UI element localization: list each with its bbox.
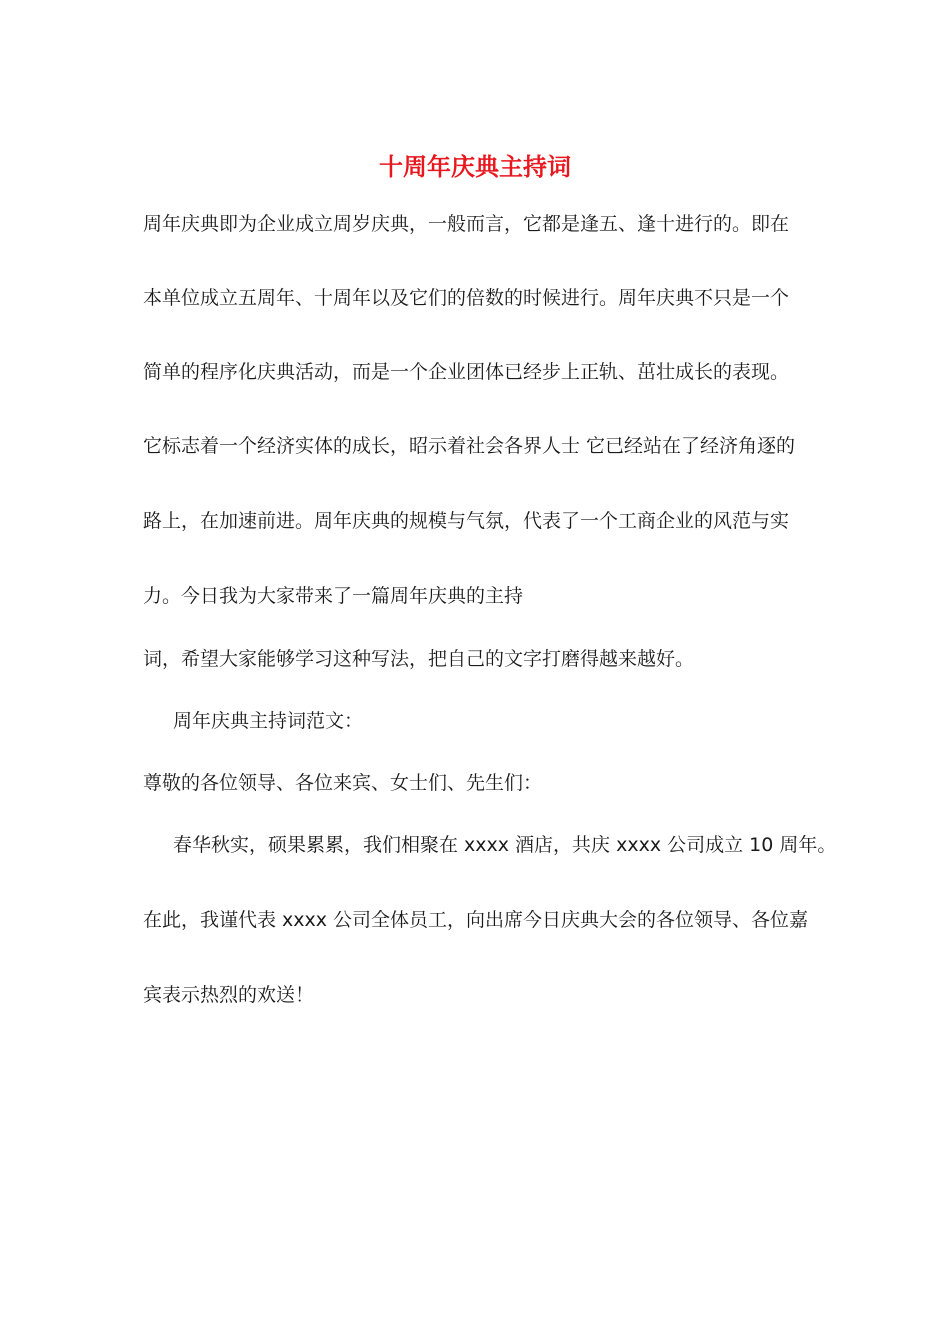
intro-line-7: 词，希望大家能够学习这种写法，把自己的文字打磨得越来越好。 [143,648,695,670]
body-line-2: 在此，我谨代表 xxxx 公司全体员工，向出席今日庆典大会的各位领导、各位嘉 [143,909,809,931]
intro-line-1: 周年庆典即为企业成立周岁庆典，一般而言，它都是逢五、逢十进行的。即在 [143,213,790,235]
document-title: 十周年庆典主持词 [379,152,571,181]
body-line-1: 春华秋实，硕果累累，我们相聚在 xxxx 酒店，共庆 xxxx 公司成立 10 周年。 [173,834,837,856]
intro-line-5: 路上，在加速前进。周年庆典的规模与气氛，代表了一个工商企业的风范与实 [143,510,790,532]
intro-line-3: 简单的程序化庆典活动，而是一个企业团体已经步上正轨、茁壮成长的表现。 [143,361,790,383]
body-line-3: 宾表示热烈的欢送！ [143,984,315,1006]
greeting-line: 尊敬的各位领导、各位来宾、女士们、先生们： [143,772,543,794]
sample-heading: 周年庆典主持词范文： [173,710,364,732]
intro-line-6: 力。今日我为大家带来了一篇周年庆典的主持 [143,585,524,607]
intro-line-4: 它标志着一个经济实体的成长，昭示着社会各界人士 它已经站在了经济角逐的 [143,435,796,457]
intro-line-2: 本单位成立五周年、十周年以及它们的倍数的时候进行。周年庆典不只是一个 [143,287,790,309]
